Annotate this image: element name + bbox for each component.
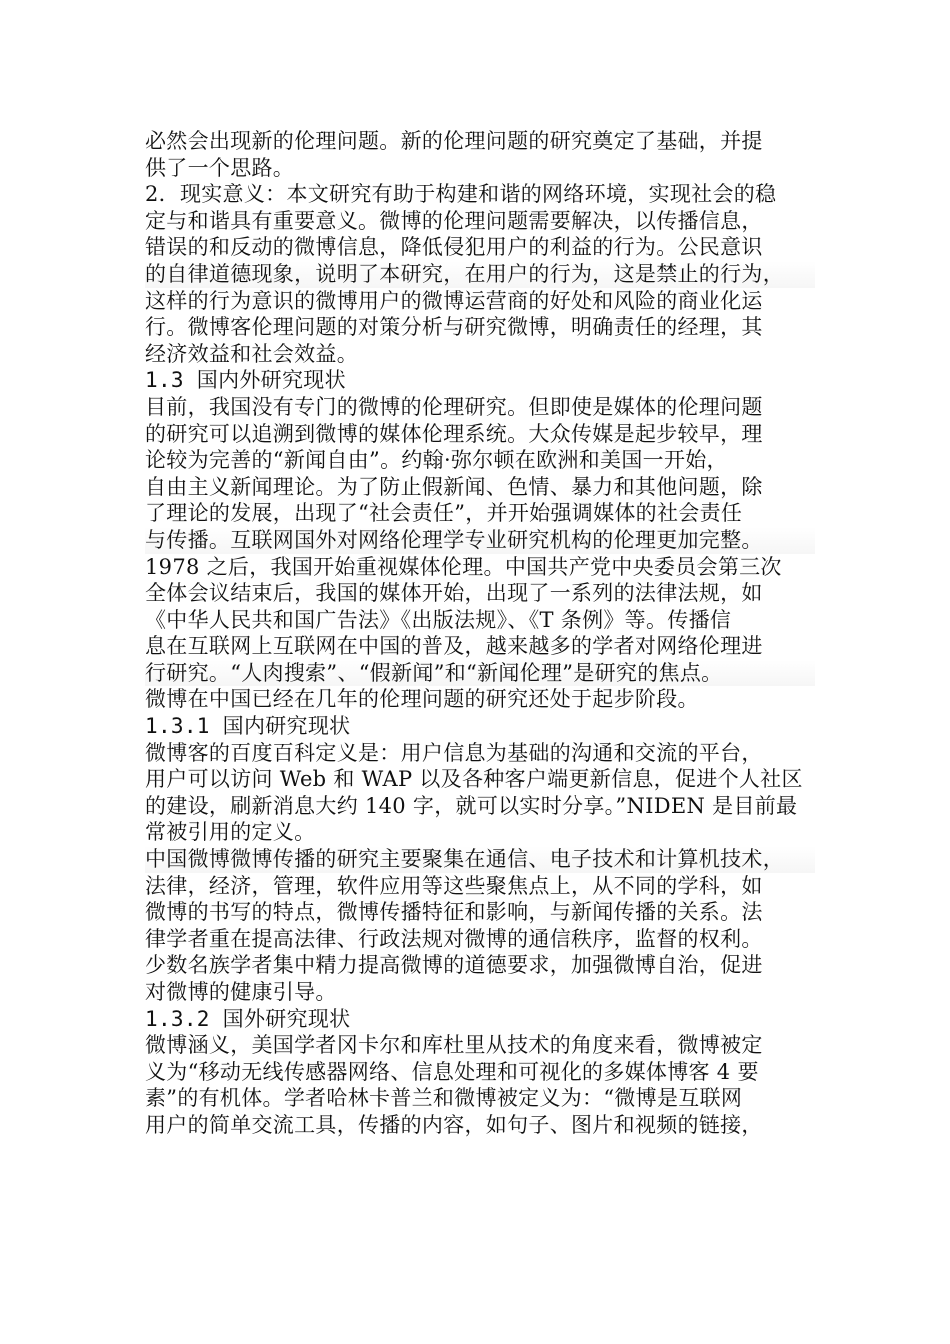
- text-line: 1978 之后，我国开始重视媒体伦理。中国共产党中央委员会第三次: [145, 554, 782, 579]
- text-line: 息在互联网上互联网在中国的普及，越来越多的学者对网络伦理进: [145, 634, 763, 659]
- text-line: 了理论的发展，出现了“社会责任”，并开始强调媒体的社会责任: [145, 501, 743, 526]
- text-line: 这样的行为意识的微博用户的微博运营商的好处和风险的商业化运: [145, 288, 763, 313]
- text-line: 微博涵义，美国学者冈卡尔和库杜里从技术的角度来看，微博被定: [145, 1033, 763, 1058]
- text-line: 论较为完善的“新闻自由”。约翰·弥尔顿在欧洲和美国一开始，: [145, 448, 728, 473]
- text-line: 义为“移动无线传感器网络、信息处理和可视化的多媒体博客 4 要: [145, 1059, 759, 1084]
- section-heading: 1.3.1 国内研究现状: [145, 714, 351, 739]
- text-line: 的研究可以追溯到微博的媒体伦理系统。大众传媒是起步较早，理: [145, 421, 763, 446]
- document-page: [145, 128, 815, 1139]
- text-line: 的自律道德现象，说明了本研究，在用户的行为，这是禁止的行为，: [145, 261, 815, 288]
- text-line: 《中华人民共和国广告法》《出版法规》、《T 条例》等。传播信: [145, 607, 732, 632]
- text-line: 与传播。互联网国外对网络伦理学专业研究机构的伦理更加完整。: [145, 527, 815, 554]
- text-line: 律学者重在提高法律、行政法规对微博的通信秩序，监督的权利。: [145, 926, 763, 951]
- text-line: 经济效益和社会效益。: [145, 341, 358, 366]
- text-line: 法律，经济，管理，软件应用等这些聚焦点上，从不同的学科，如: [145, 873, 763, 898]
- text-line: 中国微博微博传播的研究主要聚集在通信、电子技术和计算机技术，: [145, 846, 815, 873]
- text-line: 自由主义新闻理论。为了防止假新闻、色情、暴力和其他问题，除: [145, 474, 763, 499]
- text-line: 素”的有机体。学者哈林卡普兰和微博被定义为：“微博是互联网: [145, 1086, 743, 1111]
- text-line: 用户可以访问 Web 和 WAP 以及各种客户端更新信息，促进个人社区: [145, 767, 803, 792]
- text-line: 目前，我国没有专门的微博的伦理研究。但即使是媒体的伦理问题: [145, 394, 763, 419]
- text-line: 少数名族学者集中精力提高微博的道德要求，加强微博自治，促进: [145, 953, 763, 978]
- text-line: 对微博的健康引导。: [145, 980, 337, 1004]
- text-line: 的建设，刷新消息大约 140 字，就可以实时分享。”NIDEN 是目前最: [145, 793, 798, 818]
- text-line: 定与和谐具有重要意义。微博的伦理问题需要解决，以传播信息，: [145, 208, 763, 233]
- text-line: 2．现实意义：本文研究有助于构建和谐的网络环境，实现社会的稳: [145, 182, 777, 207]
- text-line: 常被引用的定义。: [145, 820, 316, 845]
- text-line: 行。微博客伦理问题的对策分析与研究微博，明确责任的经理，其: [145, 315, 763, 340]
- section-heading: 1.3 国内外研究现状: [145, 368, 346, 393]
- text-line: 全体会议结束后，我国的媒体开始，出现了一系列的法律法规，如: [145, 581, 763, 606]
- text-line: 微博在中国已经在几年的伦理问题的研究还处于起步阶段。: [145, 687, 699, 712]
- text-line: 必然会出现新的伦理问题。新的伦理问题的研究奠定了基础，并提: [145, 129, 763, 153]
- section-heading: 1.3.2 国外研究现状: [145, 1006, 351, 1031]
- text-line: 供了一个思路。: [145, 155, 295, 180]
- text-line: 行研究。“人肉搜索”、“假新闻”和“新闻伦理”是研究的焦点。: [145, 660, 815, 687]
- text-line: 用户的简单交流工具，传播的内容，如句子、图片和视频的链接，: [145, 1112, 763, 1137]
- text-line: 微博客的百度百科定义是：用户信息为基础的沟通和交流的平台，: [145, 740, 763, 765]
- text-line: 错误的和反动的微博信息，降低侵犯用户的利益的行为。公民意识: [145, 235, 763, 260]
- text-line: 微博的书写的特点，微博传播特征和影响，与新闻传播的关系。法: [145, 900, 763, 925]
